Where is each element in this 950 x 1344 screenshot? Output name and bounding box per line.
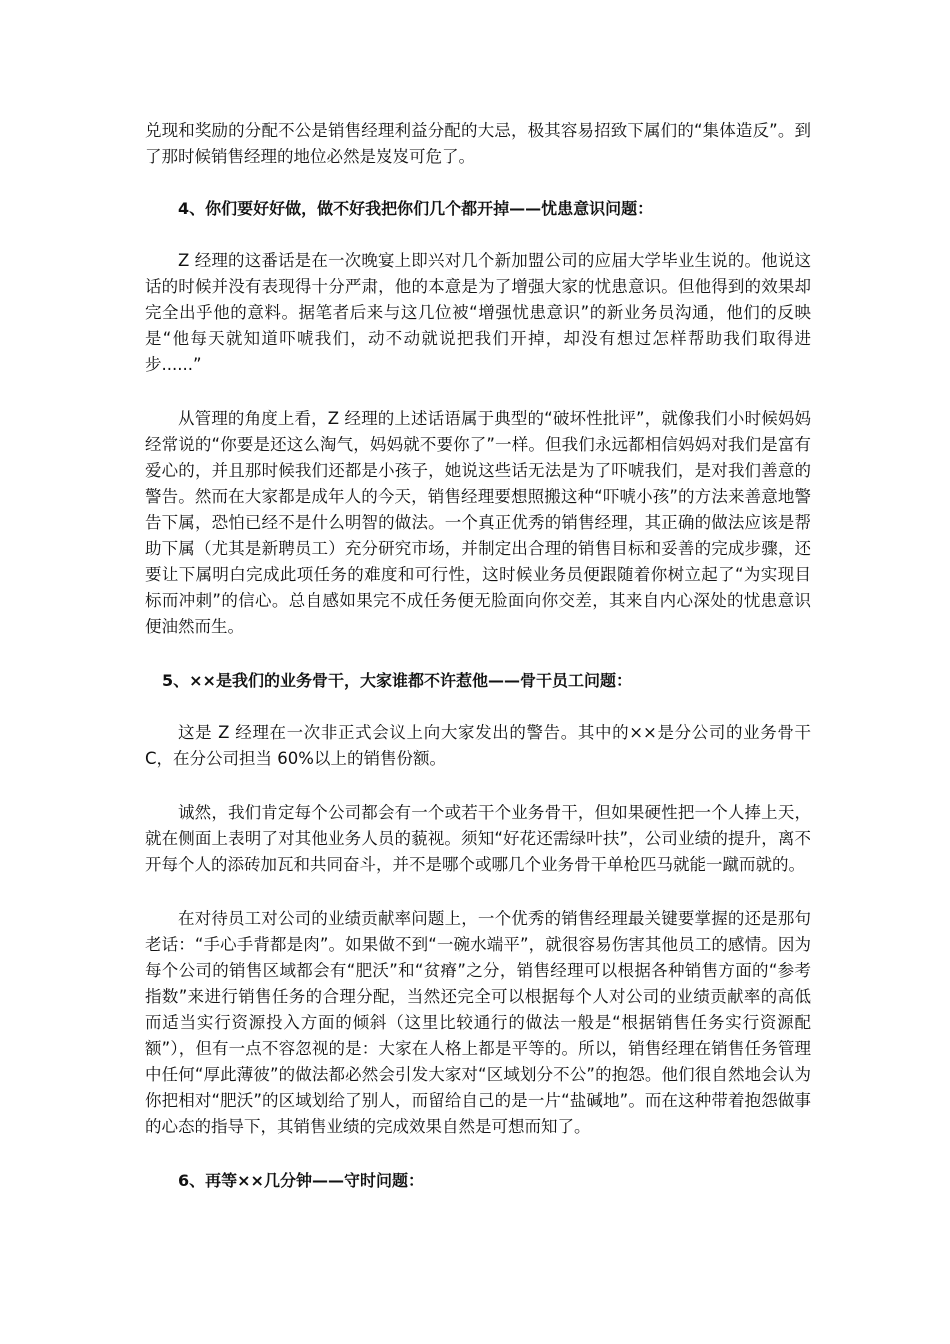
paragraph-contribution: 在对待员工对公司的业绩贡献率问题上，一个优秀的销售经理最关键要掌握的还是那句老话：“手心手背都是肉”。如果做不到“一碗水端平”，就很容易伤害其他员工的感情。因为每个公司的销售区域都会有“肥沃”和“贫瘠”之分，销售经理可以根据各种销售方面的“参考指数”来进行销售任务的合理分配，当然还完全可以根据每个人对公司的业绩贡献率的高低而适当实行资源投入方面的倾斜（这里比较通行的做法一般是“根据销售任务实行资源配额”），但有一点不容忽视的是：大家在人格上都是平等的。所以，销售经理在销售任务管理中任何“厚此薄彼”的做法都必然会引发大家对“区域划分不公”的抱怨。他们很自然地会认为你把相对“肥沃”的区域划给了别人，而留给自己的是一片“盐碱地”。而在这种带着抱怨做事的心态的指导下，其销售业绩的完成效果自然是可想而知了。 — [145, 909, 811, 1136]
paragraph-warning: 这是 Z 经理在一次非正式会议上向大家发出的警告。其中的××是分公司的业务骨干 C，在分公司担当 60%以上的销售份额。 — [145, 723, 811, 768]
paragraph-z-manager-speech: Z 经理的这番话是在一次晚宴上即兴对几个新加盟公司的应届大学毕业生说的。他说这话的时候并没有表现得十分严肃，他的本意是为了增强大家的忧患意识。但他得到的效果却完全出乎他的意料。据笔者后来与这几位被“增强忧患意识”的新业务员沟通，他们的反映是“他每天就知道吓唬我们，动不动就说把我们开掉，却没有想过怎样帮助我们取得进步......” — [145, 251, 811, 374]
paragraph-management-view: 从管理的角度上看，Z 经理的上述话语属于典型的“破坏性批评”，就像我们小时候妈妈经常说的“你要是还这么淘气，妈妈就不要你了”一样。但我们永远都相信妈妈对我们是富有爱心的，并且那时候我们还都是小孩子，她说这些话无法是为了吓唬我们，是对我们善意的警告。然而在大家都是成年人的今天，销售经理要想照搬这种“吓唬小孩”的方法来善意地警告下属，恐怕已经不是什么明智的做法。一个真正优秀的销售经理，其正确的做法应该是帮助下属（尤其是新聘员工）充分研究市场，并制定出合理的销售目标和妥善的完成步骤，还要让下属明白完成此项任务的难度和可行性，这时候业务员便跟随着你树立起了“为实现目标而冲刺”的信心。总自感如果完不成任务便无脸面向你交差，其来自内心深处的忧患意识便油然而生。 — [145, 409, 811, 636]
paragraph-intro: 兑现和奖励的分配不公是销售经理利益分配的大忌，极其容易招致下属们的“集体造反”。到了那时候销售经理的地位必然是岌岌可危了。 — [145, 121, 811, 166]
paragraph-backbone: 诚然，我们肯定每个公司都会有一个或若干个业务骨干，但如果硬性把一个人捧上天，就在侧面上表明了对其他业务人员的藐视。须知“好花还需绿叶扶”，公司业绩的提升，离不开每个人的添砖加瓦和共同奋斗，并不是哪个或哪几个业务骨干单枪匹马就能一蹴而就的。 — [145, 803, 811, 874]
document-page — [145, 118, 811, 1220]
section-heading-5: 5、××是我们的业务骨干，大家谁都不许惹他——骨干员工问题： — [162, 671, 632, 690]
section-heading-6: 6、再等××几分钟——守时问题： — [178, 1171, 424, 1190]
section-heading-4: 4、你们要好好做，做不好我把你们几个都开掉——忧患意识问题： — [178, 199, 654, 218]
